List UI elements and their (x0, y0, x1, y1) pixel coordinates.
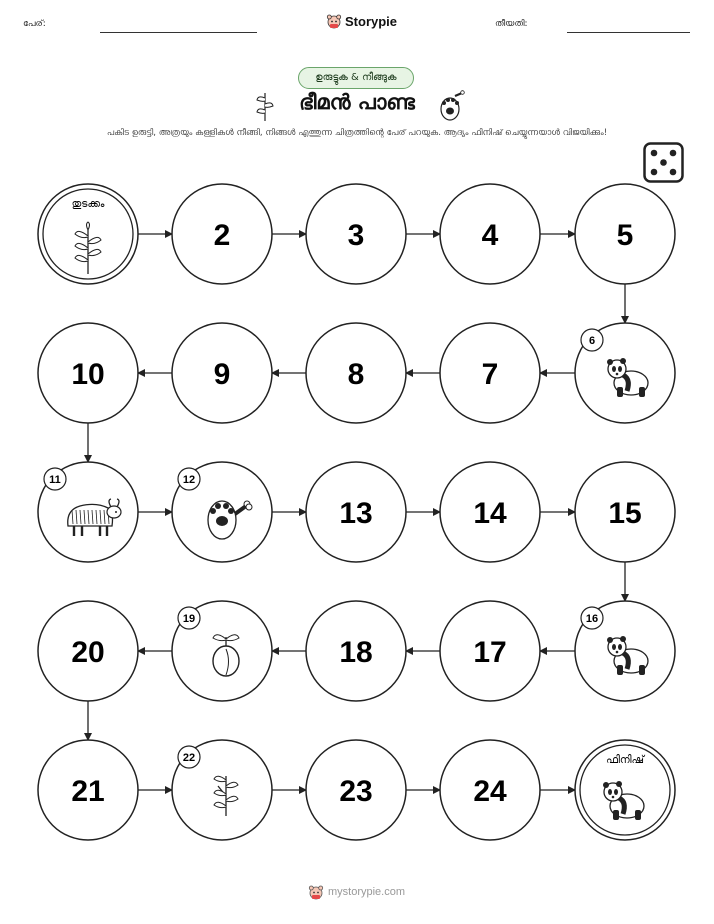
cell-number-tag: 22 (182, 752, 196, 764)
board-cell-5 (575, 184, 675, 284)
start-cell (38, 184, 138, 284)
instructions-text: പകിട ഉരുട്ടി, അത്രയും കള്ളികൾ നീങ്ങി, നിങ്ങൾ എത്തുന്ന ചിത്രത്തിന്റെ പേര് പറയുക. ആദ്യം ഫിനിഷ് ചെയ്യുന്നയാൾ വിജയിക്കും! (106, 128, 608, 138)
cell-number: 24 (473, 775, 507, 808)
date-label: തീയതി: (495, 19, 528, 29)
board-cell-22 (172, 740, 272, 840)
board-cell-21 (38, 740, 138, 840)
board-cell-2 (172, 184, 272, 284)
footer-url: mystorypie.com (328, 886, 406, 898)
board-cell-11 (38, 462, 138, 562)
board-cell-24 (440, 740, 540, 840)
board-cell-20 (38, 601, 138, 701)
cell-number: 10 (71, 358, 105, 391)
cell-number: 7 (481, 358, 499, 391)
board-cell-7 (440, 323, 540, 423)
board-cell-23 (306, 740, 406, 840)
finish-label: ഫിനിഷ് (606, 754, 644, 766)
cell-number: 21 (71, 775, 105, 808)
board-cell-6 (575, 323, 675, 423)
board-cell-12 (172, 462, 272, 562)
cell-number: 17 (473, 636, 507, 669)
board-cell-13 (306, 462, 406, 562)
storypie-mascot-icon (308, 884, 324, 900)
cell-number: 14 (473, 497, 507, 530)
footer (308, 884, 405, 900)
board-cell-3 (306, 184, 406, 284)
cell-number-tag: 6 (588, 335, 596, 347)
cell-number-tag: 19 (182, 613, 196, 625)
cell-number: 15 (608, 497, 642, 530)
board-cell-4 (440, 184, 540, 284)
cell-number: 3 (347, 219, 365, 252)
board-cell-15 (575, 462, 675, 562)
brand-name: Storypie (345, 13, 398, 29)
activity-badge: ഉരുട്ടുക & നീങ്ങുക (298, 67, 414, 89)
board-cell-14 (440, 462, 540, 562)
cell-number: 13 (339, 497, 373, 530)
cell-number-tag: 12 (182, 474, 196, 486)
cell-number: 4 (481, 219, 499, 252)
board-cell-19 (172, 601, 272, 701)
board-cell-10 (38, 323, 138, 423)
finish-cell (575, 740, 675, 840)
cell-number-tag: 11 (49, 474, 61, 486)
cell-number: 9 (213, 358, 231, 391)
board-cell-9 (172, 323, 272, 423)
page-title: ഭീമൻ പാണ്ട (299, 90, 415, 114)
cell-number: 8 (347, 358, 365, 391)
cell-number: 23 (339, 775, 373, 808)
cell-number: 18 (339, 636, 373, 669)
board-cell-18 (306, 601, 406, 701)
board-cell-16 (575, 601, 675, 701)
board-cell-8 (306, 323, 406, 423)
name-label: പേര്: (23, 19, 46, 29)
cell-number: 5 (616, 219, 634, 252)
board-cell-17 (440, 601, 540, 701)
cell-number: 20 (71, 636, 105, 669)
cell-number: 2 (213, 219, 231, 252)
cell-number-tag: 16 (585, 613, 599, 625)
start-label: തുടക്കം (71, 198, 105, 210)
